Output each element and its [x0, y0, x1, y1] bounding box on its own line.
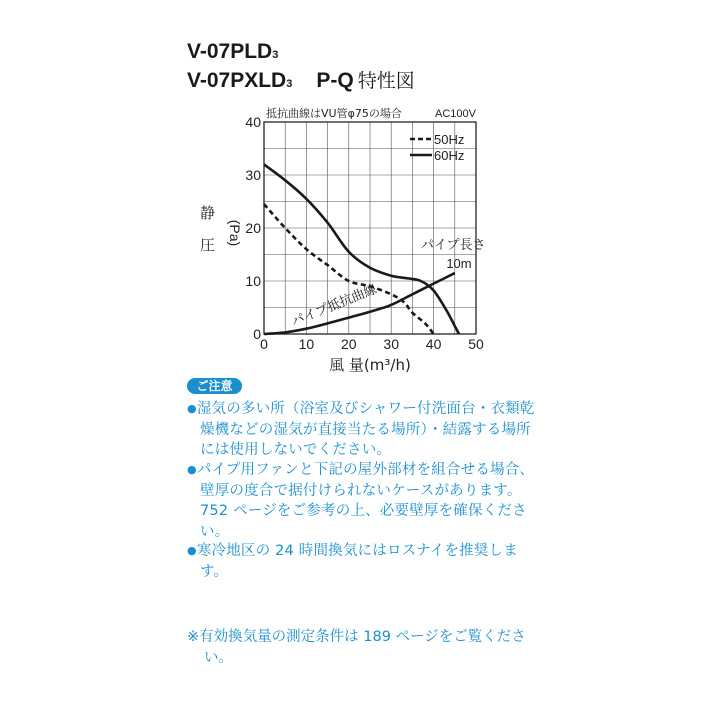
notice-text-2: パイプ用ファンと下記の屋外部材を組合せる場合、壁厚の度合で据付けられないケースがあります。752 ページをご参考の上、必要壁厚を確保ください。	[196, 462, 535, 540]
x-tick-label: 10	[298, 336, 315, 352]
x-tick-label: 50	[468, 336, 484, 352]
y-tick-label: 0	[253, 326, 261, 342]
notice-badge: ご注意	[187, 378, 242, 394]
model-subscript-1: 3	[272, 49, 279, 61]
y-tick-label: 20	[245, 220, 261, 236]
notice-text-3: 寒冷地区の 24 時間換気にはロスナイを推奨します。	[196, 543, 518, 580]
annotation-pipe-resistance: パイプ抵抗曲線	[289, 281, 380, 330]
model-name-1: V-07PLD	[187, 40, 273, 63]
notice-text-1: 湿気の多い所（浴室及びシャワー付洗面台・衣類乾燥機などの湿気が直接当たる場所）・結露する場所には使用しないでください。	[196, 401, 535, 458]
y-axis-label-2: 圧	[200, 236, 216, 254]
y-axis-label-1: 静	[200, 204, 216, 222]
x-axis-label: 風 量(m³/h)	[329, 356, 411, 374]
footnote: ※有効換気量の測定条件は 189 ページをご覧ください。	[187, 629, 526, 666]
condition-note: 抵抗曲線はVU管φ75の場合	[266, 107, 402, 120]
pq-label: P-Q	[316, 69, 354, 92]
chart-legend	[410, 132, 464, 163]
voltage-note: AC100V	[435, 108, 476, 120]
y-tick-labels	[245, 114, 261, 342]
bullet-icon: ●	[187, 544, 197, 557]
notice-item-1	[187, 399, 545, 461]
model-name-2: V-07PXLD	[187, 69, 287, 92]
x-tick-label: 20	[341, 336, 357, 352]
x-tick-label: 40	[425, 336, 442, 352]
notice-item-3	[187, 541, 545, 582]
chart-annotations	[289, 238, 485, 330]
bullet-icon: ●	[187, 402, 197, 415]
y-tick-label: 10	[245, 273, 261, 289]
annotation-10m: 10m	[446, 255, 472, 271]
y-tick-label: 40	[245, 114, 261, 130]
notice-item-2	[187, 460, 545, 542]
y-axis-unit: (Pa)	[227, 219, 243, 247]
y-tick-label: 30	[245, 167, 261, 183]
pq-chart-label: 特性図	[357, 70, 415, 92]
legend-50hz-label: 50Hz	[434, 132, 465, 147]
x-tick-label: 0	[260, 336, 268, 352]
annotation-pipe-length: パイプ長さ	[420, 238, 486, 254]
legend-60hz-label: 60Hz	[434, 148, 465, 163]
model-subscript-2: 3	[286, 78, 293, 90]
bullet-icon: ●	[187, 463, 197, 476]
x-tick-labels	[260, 336, 484, 352]
x-tick-label: 30	[383, 336, 399, 352]
